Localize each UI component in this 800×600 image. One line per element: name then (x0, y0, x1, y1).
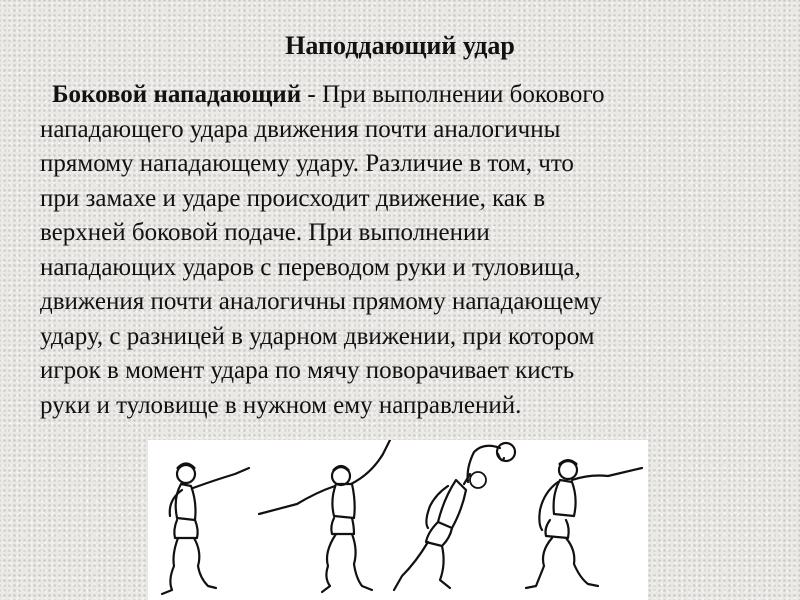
body-line-9: игрок в момент удара по мячу поворачивает кисть (40, 357, 575, 384)
body-line-3: прямому нападающему удару. Различие в том, что (40, 150, 574, 177)
term-label: Боковой нападающий (52, 81, 302, 108)
body-line-10: руки и туловище в нужном ему направлений. (40, 391, 522, 419)
slide-body-text (40, 78, 785, 423)
volleyball-player-sequence-icon (148, 440, 648, 600)
player-figure-3 (394, 443, 515, 590)
term-separator: - (301, 81, 322, 108)
body-line-6: нападающих ударов с переводом руки и туловища, (40, 253, 581, 281)
body-line-5: верхней боковой подаче. При выполнении (40, 219, 490, 246)
body-line-7: движения почти аналогичны прямому нападающему (40, 288, 602, 315)
player-figure-4 (526, 461, 642, 589)
body-line-4: при замахе и ударе происходит движение, как в (40, 184, 546, 212)
volleyball-spike-illustration (148, 440, 648, 600)
player-figure-1 (162, 464, 249, 594)
body-line-1-text: При выполнении бокового (321, 81, 605, 108)
body-line-1 (40, 78, 785, 113)
player-figure-2 (259, 440, 391, 592)
body-line-2: нападающего удара движения почти аналогичны (40, 115, 561, 143)
body-line-8: удару, с разницей в ударном движении, при котором (40, 322, 595, 350)
slide-title: Наподдающий удар (285, 31, 515, 60)
